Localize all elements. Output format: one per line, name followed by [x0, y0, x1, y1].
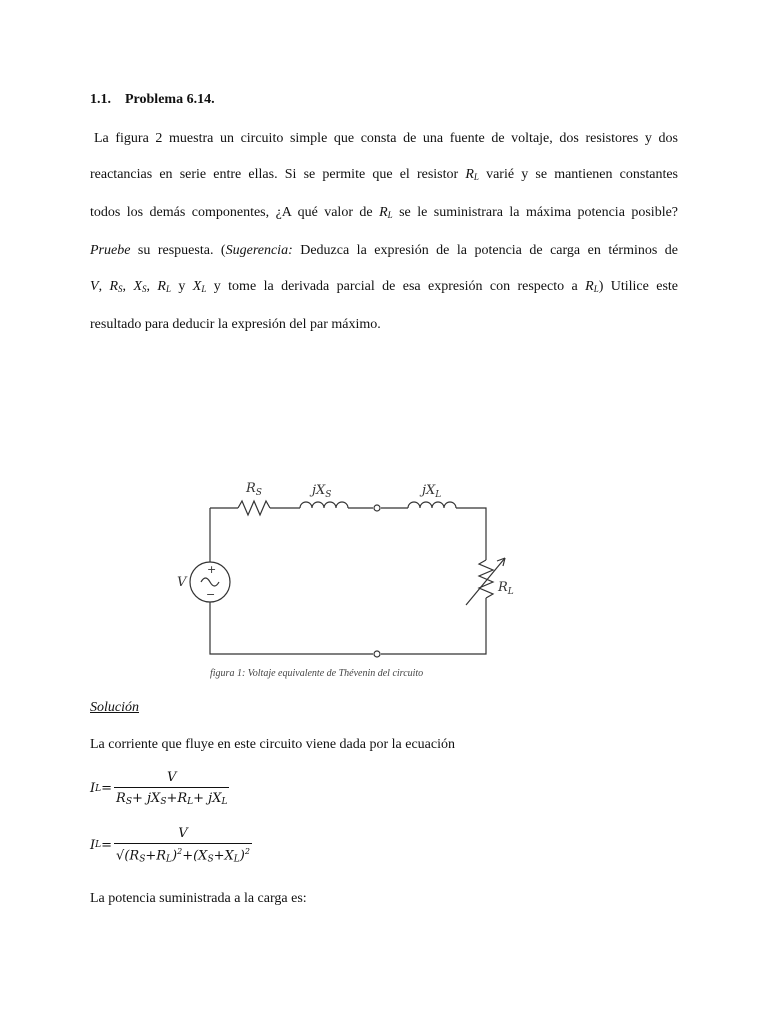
eq1-fraction [114, 770, 229, 807]
wire-bottom-right [381, 598, 486, 654]
eq1-numerator: V [167, 770, 177, 785]
label-jxs: jX [312, 483, 326, 498]
figure-caption: figura 1: Voltaje equivalente de Thévenin del circuito [210, 668, 424, 679]
variable: R [379, 205, 388, 220]
paragraph-line-1 [90, 121, 678, 157]
eq1-lhs-sub: L [95, 783, 102, 794]
paragraph-line-4 [90, 233, 678, 269]
label-v: V [177, 575, 187, 590]
paragraph-text: se le suministrara la máxima potencia posible? [392, 205, 679, 220]
eq1-lhs: I [90, 781, 96, 796]
resistor-rs [238, 501, 270, 515]
plus-sign: + [207, 563, 217, 576]
circuit-diagram [160, 470, 540, 670]
label-jxl-sub: L [435, 490, 442, 500]
paragraph-line-3 [90, 195, 678, 233]
emphasis-text: Pruebe [90, 243, 131, 258]
label-jxl: jX [422, 483, 436, 498]
inductor-xs [300, 502, 348, 508]
variable: R [465, 167, 474, 182]
paragraph-text: y [170, 279, 193, 294]
paragraph-text: La figura 2 muestra un circuito simple que consta de una fuente de voltaje, dos resistores y dos [94, 131, 678, 146]
svg-text:RL [497, 580, 514, 597]
eq2-denominator: $√(R_S+R_L)^2+(X_S+X_L)^2$ [114, 843, 252, 864]
inductor-xl [408, 502, 456, 508]
variable-sub: L [473, 172, 479, 182]
wire-top-right [456, 508, 486, 560]
label-rl-sub: L [507, 587, 514, 597]
variable-sub: S [118, 284, 123, 294]
power-text: La potencia suministrada a la carga es: [90, 891, 307, 906]
problem-paragraph [90, 121, 678, 343]
wire-bottom-left [210, 602, 373, 654]
paragraph-line-6 [90, 307, 678, 343]
paragraph-text: su respuesta. ( [130, 243, 226, 258]
variable: R [109, 279, 119, 294]
paragraph-text: reactancias en serie entre ellas. Si se permite que el resistor [90, 167, 466, 182]
variable: R [585, 279, 594, 294]
section-number: 1.1. [90, 92, 111, 107]
section-title: Problema 6.14. [125, 92, 215, 107]
variable-sub: L [387, 210, 393, 220]
solution-title: Solución [90, 700, 139, 715]
resistor-rl [479, 560, 493, 598]
svg-text:jXS [309, 483, 331, 500]
variable: X [192, 279, 202, 294]
terminal-node-top [374, 505, 380, 511]
minus-sign: − [206, 588, 216, 601]
eq2-lhs: I [90, 837, 96, 853]
paragraph-text: ) Utilice este [598, 279, 679, 294]
eq2-fraction [114, 826, 252, 864]
variable: R [157, 279, 166, 294]
eq1-denominator: $R_S+ jX_S+R_L+ jX_L$ [114, 787, 229, 807]
paragraph-text: resultado para deducir la expresión del par máximo. [90, 317, 381, 332]
variable-sub: L [593, 284, 599, 294]
label-jxs-sub: S [325, 490, 332, 500]
terminal-node-bottom [374, 651, 380, 657]
ac-symbol [201, 578, 219, 586]
paragraph-text: todos los demás componentes, ¿A qué valor de [90, 205, 380, 220]
emphasis-text: Sugerencia: [225, 243, 293, 258]
equation-1: I L = $\frac{V}{R_S+ jX_S+R_L+ jX_L}$ [90, 770, 228, 807]
paragraph-line-5: V, $R_S$, $X_S$, $R_L$ y $X_L$ y tome la derivada parcial de esa expresión con respecto a $R_L$) Utilice este [90, 279, 679, 294]
label-rs-sub: S [255, 488, 262, 498]
label-rl: R [498, 580, 508, 595]
svg-text:jXL [419, 483, 441, 500]
variable-sub: L [201, 284, 207, 294]
paragraph-text: varié y se mantienen constantes [478, 167, 678, 182]
svg-text:RS [245, 481, 262, 498]
section-heading [90, 92, 215, 108]
solution-text: La corriente que fluye en este circuito viene dada por la ecuación [90, 737, 455, 752]
paragraph-text: Deduzca la expresión de la potencia de carga en términos de [292, 243, 679, 258]
variable-sub: S [142, 284, 147, 294]
paragraph-text: y tome la derivada parcial de esa expresión con respecto a [206, 279, 586, 294]
eq2-lhs-sub: L [95, 840, 102, 851]
paragraph-line-2 [90, 157, 678, 195]
variable: V [90, 279, 99, 294]
label-rs: R [246, 481, 256, 496]
equation-2: I L = $\frac{V}{√(R_S+R_L)^2+(X_S+X_L)^2}$ [90, 826, 250, 865]
variable: X [133, 279, 142, 294]
variable-sub: L [165, 284, 171, 294]
eq2-numerator: V [178, 826, 188, 841]
